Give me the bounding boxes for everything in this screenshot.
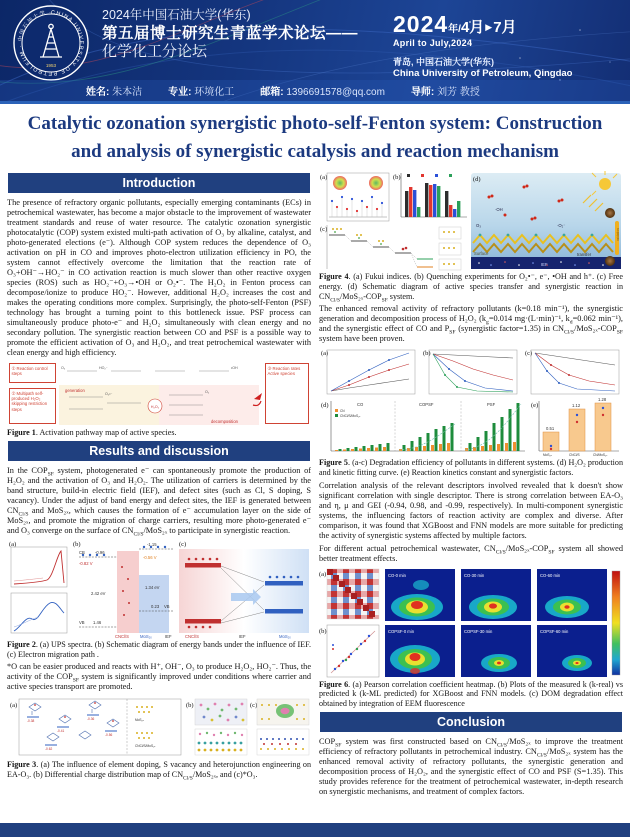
results-paragraph-2: *O can be easier produced and reacts with H⁺, OH⁻, O₃ to produce H₂O₂, HO₂⁻. Thus, the activity of the $COP_{SF}$ system is significantly improved under conditions where carrier and active species transport are promoted.: [7, 662, 311, 692]
figure-6: [319, 567, 623, 709]
fig3-material: CNCl/S/MoS₂ₓ: [135, 744, 156, 749]
right-paragraph-1: The enhanced removal activity of refractory pollutants (k=0.18 min⁻¹), the synergistic generation and decomposition process of H₂O₂ ($k_g=0.014$ mg·(L·min)⁻¹, $k_d=0.062$ min⁻¹), and the synergistic effect of CO and $P_{SF}$ (synergistic factor=1.35) in $CN_{Cl/S}/MoS_{2x}-COP_{SF}$ system have been proven.: [319, 304, 623, 344]
fig5-panel-a: (a): [321, 350, 329, 358]
fig4d-oh-label: ·OH: [495, 207, 503, 213]
logo-year: 1953: [45, 63, 57, 68]
fig1-species: O₃: [61, 366, 66, 371]
figure-5-caption: Figure 5. (a-c) Degradation efficiency of pollutants in different systems. (d) H₂O₂ production and kinetic fitting curve. (e) Reaction kinetics constant and synergistic factors.: [319, 458, 623, 477]
fig3-value: -0.38: [27, 719, 35, 724]
fig3-panel-c: (c): [250, 702, 258, 710]
fig2-value: 1.34 eV: [145, 584, 160, 590]
fig2-ief-label: IEF: [165, 633, 172, 639]
fig6-eem-label: COPSF-0 min: [388, 628, 415, 634]
figure-4-caption: Figure 4. (a) Fukui indices. (b) Quenching experiments for O₂•⁻, e⁻, •OH and h⁺. (c) Free energy. (d) Schematic diagram of active species transfer and synergistic reaction in $CN_{Cl/S}/MoS_{2x}-COP_{SF}$ system.: [319, 272, 623, 304]
fig2-value: 2.42 eV: [91, 590, 106, 596]
university-logo: [13, 5, 89, 81]
author-email: 邮箱: 1396691578@qq.com: [260, 87, 385, 98]
fig6-panel-b: (b): [319, 627, 327, 635]
section-conclusion: Conclusion: [320, 712, 622, 732]
fig1-species: O₂: [205, 390, 210, 395]
fig4d-oxidation-label: oxidation: [616, 228, 620, 242]
fig2c-ief: IEF: [239, 633, 246, 639]
figure-2-image: [7, 539, 311, 639]
fig2-cb-label: CB: [79, 549, 85, 555]
author-advisor: 导师: 刘芳 教授: [410, 87, 480, 98]
fig1-box-reaction-control: ① Reaction control steps: [9, 363, 56, 383]
fig2-material-1: CNCl/S: [115, 633, 129, 639]
info-bar: [0, 80, 630, 104]
fig1-h2o2: H₂O₂: [150, 405, 160, 410]
fig6-eem-label: CO-0 min: [388, 572, 406, 578]
fig4d-surface-label: Surface: [474, 251, 489, 257]
fig4-panel-b: (b): [393, 174, 401, 182]
figure-6-caption: Figure 6. (a) Pearson correlation coefficient heatmap. (b) Plots of the measured k (k-real) vs predicted k (k-ML predicted) for XGBoost and FNN models. (c) DOM degradation effect obtained by integration of EEM fluorescence: [319, 679, 623, 709]
fig5e-category: CN/MoS₂ₓ: [593, 453, 608, 458]
figure-5-image: [319, 347, 623, 457]
fig4-panel-d: (d): [473, 176, 481, 184]
figure-3-caption: Figure 3. (a) The influence of element doping, S vacancy and heterojunction engineering on EA-O₃. (b) Differential charge distribution map of $CN_{Cl/S}$/MoS₂ₓ, and (c)*O₃.: [7, 760, 311, 782]
fig6-eem-label: COPSF-60 min: [540, 628, 569, 634]
fig6-eem-label: CO-60 min: [540, 572, 561, 578]
fig2-material-2: MoS₂ₓ: [140, 633, 152, 639]
fig5-panel-c: (c): [525, 350, 533, 358]
fig5e-category: MoS₂ₓ: [543, 453, 552, 458]
fig5e-category: CNCl/S: [569, 453, 580, 458]
fig5e-value: 1.12: [572, 403, 581, 409]
fig2-vb-label: VB: [164, 603, 170, 609]
fig5-group-label: CO: [357, 402, 364, 408]
fig2-panel-b: (b): [73, 540, 81, 548]
fig1-generation-label: generation: [65, 388, 85, 394]
fig4d-o3-label: O₃: [476, 223, 481, 229]
section-introduction: Introduction: [8, 173, 310, 193]
fig5-legend: CN: [340, 409, 345, 414]
banner: [0, 0, 630, 104]
conclusion-paragraph: $COP_{SF}$ system was first constructed based on $CN_{Cl/S}$/MoS₂ₓ to improve the treatment efficiency of refractory pollutants in petrochemical industry. $CN_{Cl/S}$/MoS₂ₓ system has the enhanced removal activity of refractory pollutants, the synergistic generation and decomposition process of H₂O₂, and the synergistic effect of CO and PSF (S=1.35). This study provides reference for the treatment of petrochemical wastewater, in-depth research on synergistic mechanisms, and treatment of complex factors.: [319, 736, 624, 796]
fig5-legend: CNCl/S/MoS₂ₓ: [340, 414, 361, 419]
fig4d-ief-label: IEF: [541, 262, 548, 268]
fig3-value: -0.62: [45, 747, 53, 752]
date-year: 2024: [393, 11, 449, 37]
fig3-value: -0.36: [87, 717, 95, 722]
banner-line3: 化学化工分论坛: [102, 43, 208, 60]
fig3-panel-a: (a): [10, 702, 18, 710]
logo-ring-text: CHINA UNIVERSITY OF PETROLEUM · 中国石油大学 ·: [17, 9, 84, 77]
figure-2: [7, 539, 311, 659]
fig6-eem-grid: [385, 569, 607, 677]
fig3-value: -0.56: [105, 733, 113, 738]
fig6-eem-label: CO-30 min: [464, 572, 485, 578]
fig4-panel-a: (a): [320, 174, 328, 182]
fig2c-material-2: MoS₂ₓ: [279, 633, 291, 639]
fig2-value: 0.23: [151, 603, 160, 609]
fig6-colorbar: [612, 571, 620, 675]
arrow-right-icon: ▶: [485, 22, 493, 32]
right-paragraph-3: For different actual petrochemical wastewater, $CN_{Cl/S}/MoS_{2x}-COP_{SF}$ system all showed better treatment effects.: [319, 543, 623, 563]
fig4-panel-c: (c): [320, 226, 328, 234]
fig1-species: O₂•⁻: [105, 392, 113, 397]
footer-bar: [0, 823, 630, 837]
figure-2-caption: Figure 2. (a) UPS spectra. (b) Schematic diagram of energy bands under the influence of IEF. (c) Electron migration path .: [7, 639, 311, 659]
fig5e-value: 0.51: [546, 426, 555, 432]
figure-1: [7, 361, 311, 438]
fig6-panel-a: (a): [319, 570, 327, 578]
fig2-panel-c: (c): [179, 540, 187, 548]
fig5-panel-e: (e): [531, 402, 539, 410]
fig4d-transfer-label: transfer: [577, 252, 592, 258]
results-paragraph-1: In the $COP_{SF}$ system, photogenerated e⁻ can spontaneously promote the production of H₂O₂ and the activation of O₃ and H₂O₂. The utilization of carriers is determined by the band structure, build-in electric field (IEF), and defect sites (such as Cl, S doping, S vacancy). Under the adjust of band energy and defect sites, the IEF is generated between $CN_{Cl/S}$ and MoS₂ₓ, which causes the formation of e⁻ accumulation layer on the side of MoS₂ₓ, and promote the migration of charge carriers, resulting more photo-generated e⁻ and O₃ converge on the surface of $CN_{Cl/S}$/MoS₂ₓ to participate in synergistic reaction.: [7, 465, 312, 538]
location-cn: 青岛, 中国石油大学(华东): [393, 57, 494, 67]
author-name: 姓名: 朱本洁: [86, 87, 143, 98]
fig6-eem-label: COPSF-30 min: [464, 628, 493, 634]
fig2c-material-1: CNCl/S: [185, 633, 199, 639]
date-english: April to July,2024: [393, 38, 473, 48]
fig4d-o2-label: ·O₂⁻: [557, 223, 566, 229]
fig2-value: -0.96: [95, 549, 105, 555]
figure-3-image: [7, 695, 311, 759]
fig5-group-label: COPSF: [419, 402, 434, 408]
fig3-value: -0.41: [57, 729, 65, 734]
right-column: [319, 171, 623, 800]
figure-3: [7, 695, 311, 782]
poster-title: Catalytic ozonation synergistic photo-self-Fenton system: Construction and analysis of synergistic catalysis and reaction mechanism: [27, 113, 603, 162]
fig5e-value: 1.28: [598, 397, 607, 403]
right-paragraph-2: Correlation analysis of the relevant descriptors involved revealed that k doesn't show significant correlation with single descriptor. There is strong correlation between EA-O₃ and η, μ and GEI (-0.94, 0.98, and -0.99, respectively). In multi-component synergistic systems, the influencing factors of reaction activity are complex and diverse. After comparison, it was found that XGBoost and FNN models are more suitable for predicting the activity of synergistic systems affected by multiple factors.: [319, 480, 623, 540]
figure-6-image: [319, 567, 623, 679]
banner-line1: 2024年中国石油大学(华东): [102, 8, 251, 22]
fig1-box-multipath: ② Multipath self-produced H₂O₂ skipping restriction steps: [9, 388, 56, 424]
fig2-value: 1.46: [93, 619, 102, 625]
fig1-decomposition-label: decomposition: [211, 419, 239, 425]
fig3-material: MoS₂ₓ: [135, 718, 144, 723]
location-en: China University of Petroleum, Qingdao: [393, 68, 573, 79]
fig5-group-label: PSF: [487, 402, 496, 408]
author-major: 专业: 环境化工: [168, 87, 235, 98]
left-column: [7, 171, 311, 800]
fig1-box-reaction-rates: ③ Reaction rates Active species: [265, 363, 309, 424]
figure-4: [319, 171, 623, 304]
figure-1-caption: Figure 1. Activation pathway map of active species.: [7, 428, 177, 438]
banner-titles: [102, 8, 358, 62]
fig2-value: -0.56 V: [143, 554, 157, 560]
fig1-species: HO₂⁻: [99, 366, 108, 371]
fig2-vb-label: VB: [79, 619, 85, 625]
fig1-species: •OH: [231, 366, 238, 371]
fig5-panel-d: (d): [321, 402, 329, 410]
figure-5: [319, 347, 623, 477]
figure-4-image: [319, 171, 623, 271]
fig2-value: -1.15: [147, 541, 157, 547]
fig3-panel-b: (b): [186, 702, 194, 710]
fig2-value: -0.82 V: [79, 560, 93, 566]
fig5-panel-b: (b): [423, 350, 431, 358]
section-results: Results and discussion: [8, 441, 310, 461]
intro-paragraph: The presence of refractory organic pollutants, especially emerging contaminants (ECs) in petrochemical wastewater, has become a major obstacle to the improvement of wastewater treatment standards and reuse of water resource. The catalytic ozonation synergistic photocatalytic (COP) system existed multi-path activation of O₃ by alkaline, catalyst, and photo-generated elections (e⁻). Although COP system reduces the dependence of O₃ activation on pH in CO and improves photo-electron utilization efficiency in PO, the system cannot effectively overcome the limitation that the reaction rate of O₃+OH⁻→HO₂⁻ in CO activation reaction is much slower than other reactive oxygen species (ROS) such as HO₂⁻+O₃→•OH or O₂•⁻. The H₂O₂ in Fenton process can decompose/ionize to produce HO₂⁻. However, additional H₂O₂ increases the cost and makes the operating conditions more complex. Surprisingly, the photo-self-Fenton (PSF) technology has brought a turning point to this bottleneck issue. PSF process can simultaneously produce photo-e⁻ and H₂O₂ simultaneously with clean energy and no secondary pollution. The synergistic reaction between CO and PSF is a possible way to promote the efficient activation of O₃ and H₂O₂, and treat petrochemical wastewater with clean energy and high efficiency.: [7, 198, 311, 358]
fig2-panel-a: (a): [9, 540, 17, 548]
banner-dates: 2024年/4月▶7月 April to July,2024 青岛, 中国石油大学(华东) China University of Petroleum, Qingdao: [393, 11, 573, 79]
banner-line2: 第五届博士研究生青蓝学术论坛——: [102, 24, 359, 42]
